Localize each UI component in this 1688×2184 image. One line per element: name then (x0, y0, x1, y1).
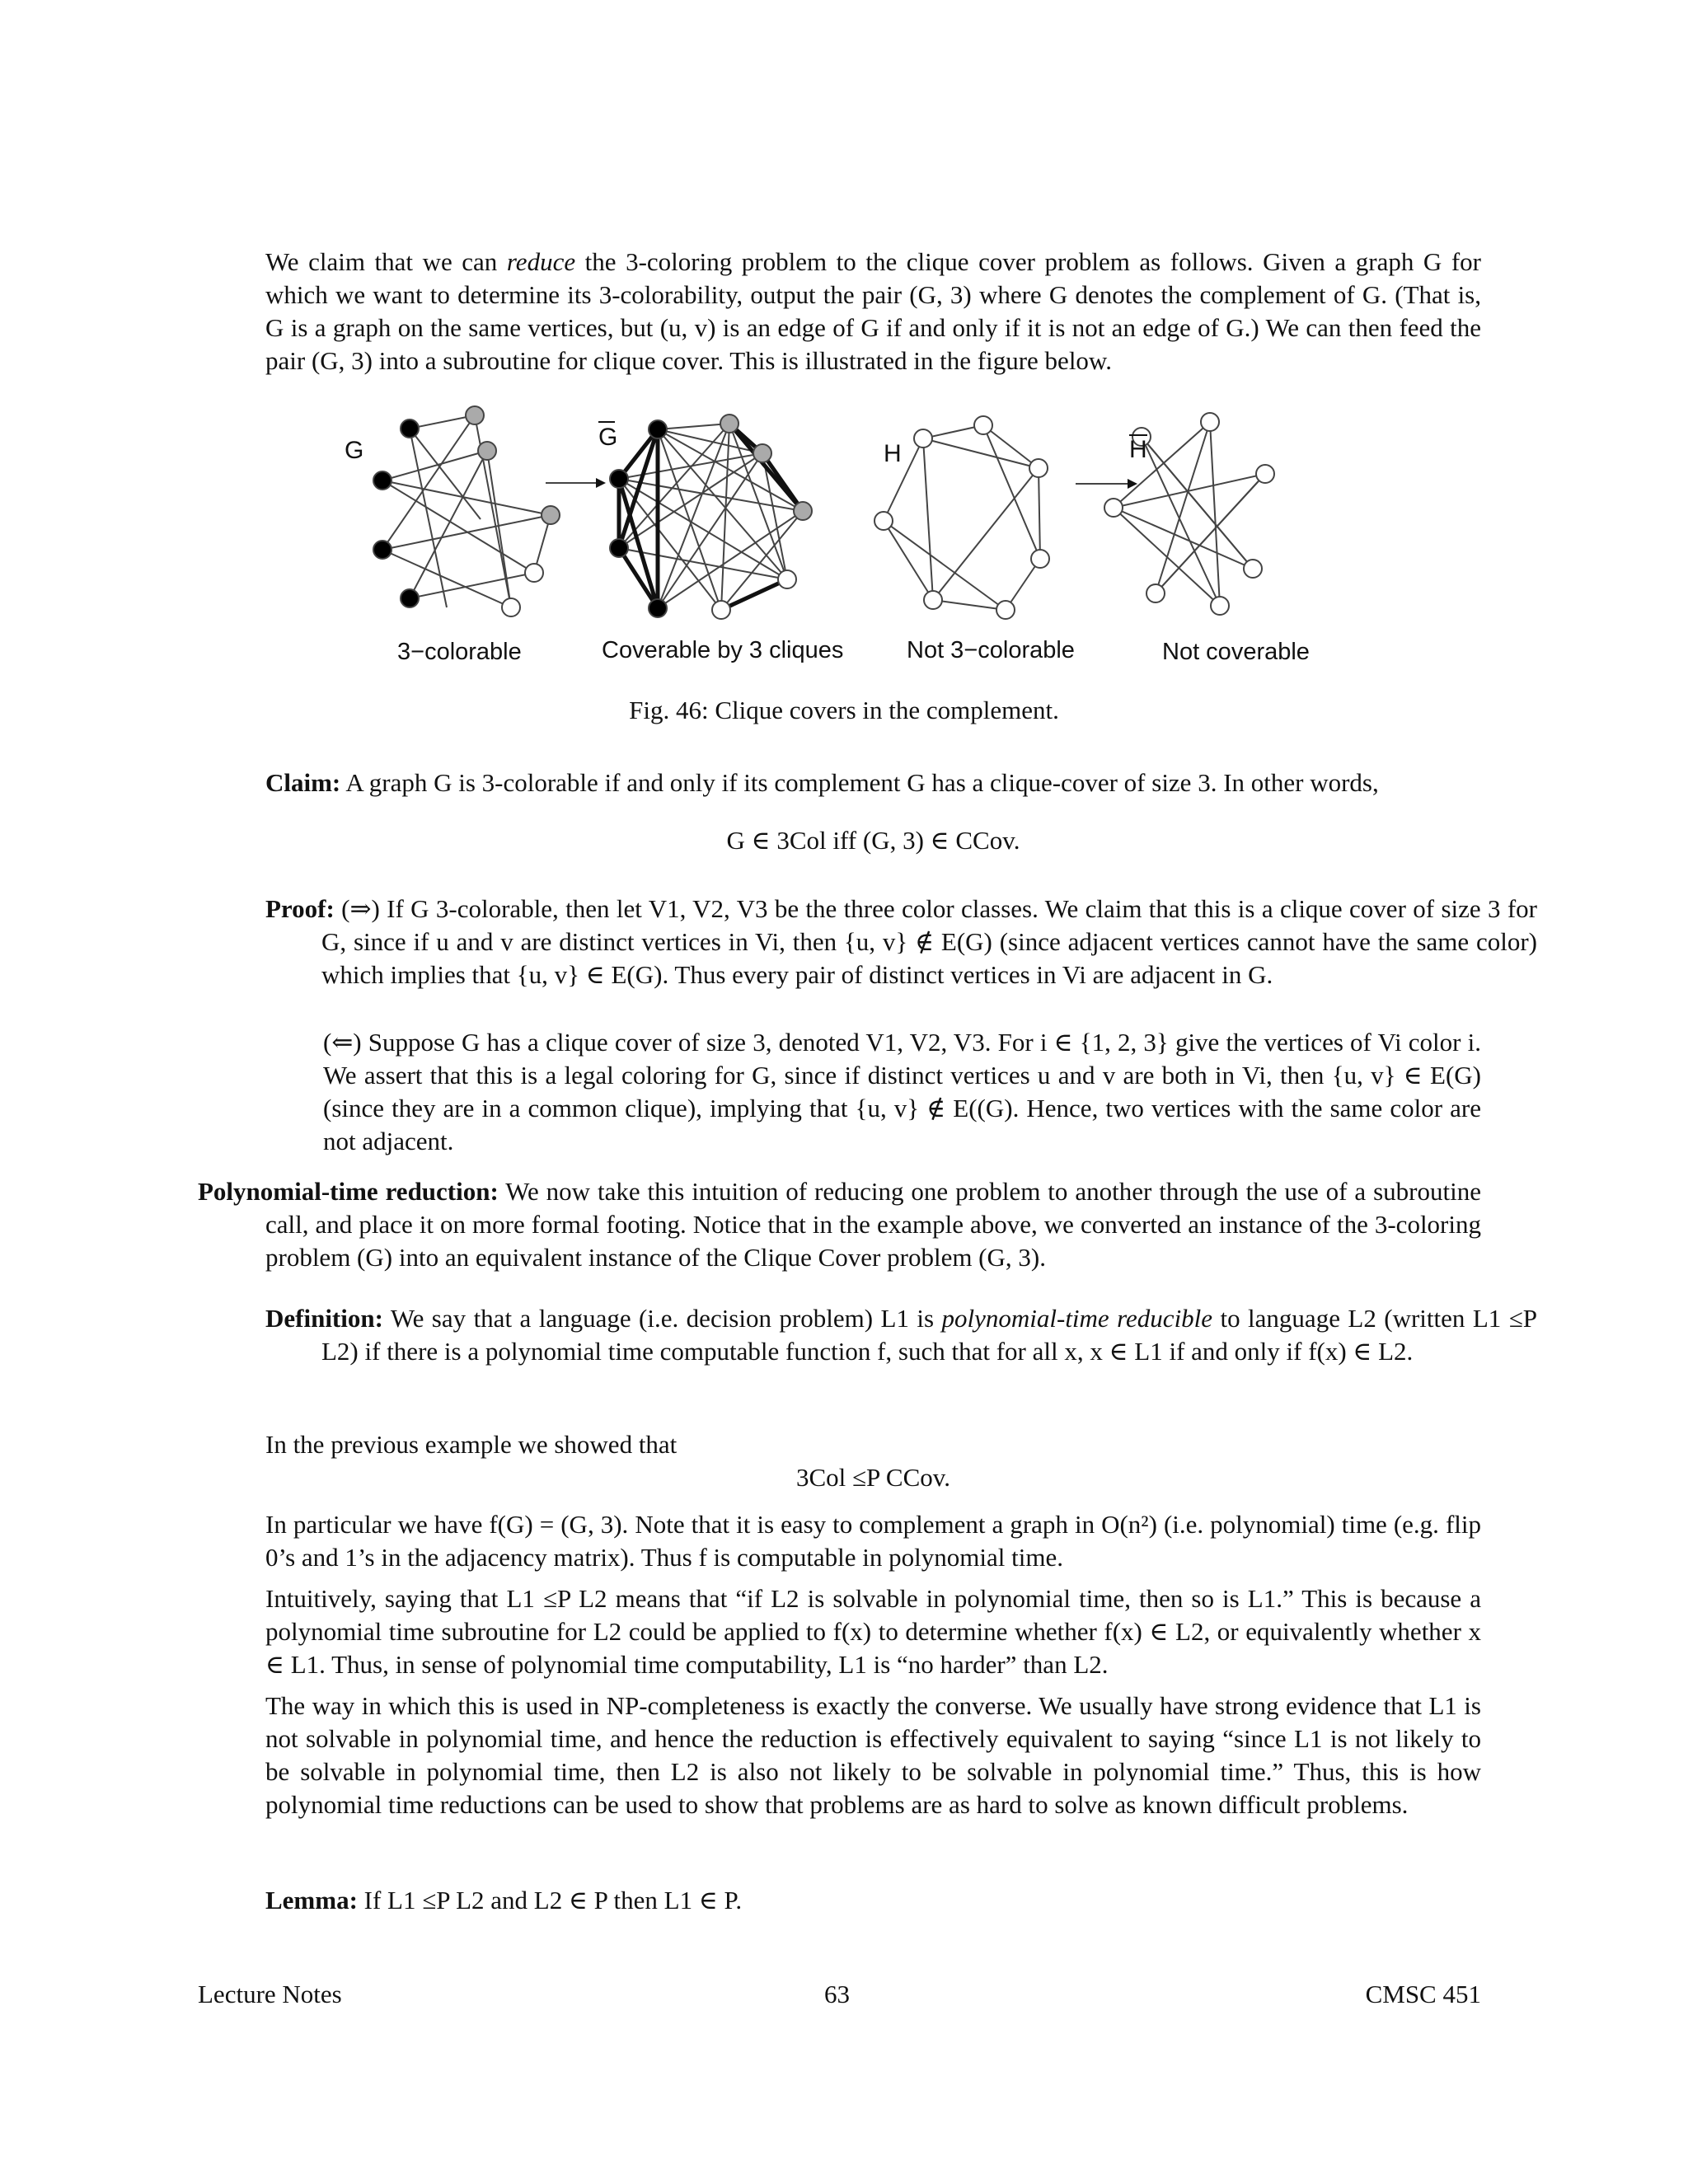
proof-para-1 (265, 893, 1537, 991)
figure-caption: Fig. 46: Clique covers in the complement. (629, 696, 1059, 724)
example-line: In the previous example we showed that (265, 1430, 678, 1459)
proof-para-2: (⇐) Suppose G has a clique cover of size 3, denoted V1, V2, V3. For i ∈ {1, 2, 3} give the vertices of Vi color i. We assert that this is a legal coloring for G, since if distinct vertices u and v are both in Vi, then {u, v} ∈ E(G) (since they are in a common clique), implying that {u, v} ∉ E((G). Hence, two vertices with the same color are not adjacent. (323, 1028, 1481, 1155)
definition-head: Definition: (265, 1304, 383, 1333)
reduction-para (198, 1175, 1481, 1274)
definition-em: polynomial-time reducible (941, 1304, 1213, 1333)
claim-head: Claim: (265, 768, 341, 797)
intro-text-b: the 3-coloring problem to the clique cover problem as follows. Given a graph G for which we want to determine its 3-colorability, output the pair (G, 3) where G denotes the complement of G. (That is, G is a graph on the same vertices, but (u, v) is an edge of G if and only if it is not an edge of G.) We can then feed the pair (G, 3) into a subroutine for clique cover. This is illustrated in the figure below. (265, 247, 1481, 375)
para-intuition: Intuitively, saying that L1 ≤P L2 means that “if L2 is solvable in polynomial time, then so is L1.” This is because a polynomial time subroutine for L2 could be applied to f(x) to determine whether f(x) ∈ L2, or equivalently whether x ∈ L1. Thus, in sense of polynomial time computability, L1 is “no harder” than L2. (265, 1584, 1481, 1679)
label-h-bar: H (1129, 436, 1147, 463)
intro-paragraph (265, 246, 1481, 377)
reduction-head: Polynomial-time reduction: (198, 1177, 499, 1206)
para-complement: In particular we have f(G) = (G, 3). Note that it is easy to complement a graph in O(n²) (i.e. polynomial) time (e.g. flip 0’s and 1’s in the adjacency matrix). Thus f is computable in polynomial time. (265, 1510, 1481, 1572)
claim (265, 766, 1481, 799)
footer-right: CMSC 451 (1365, 1980, 1481, 2008)
graph-g-edges (382, 415, 551, 607)
label-h: H (884, 440, 902, 467)
proof-head: Proof: (265, 894, 335, 923)
example-formula: 3Col ≤P CCov. (796, 1463, 950, 1492)
label-g: G (345, 437, 364, 464)
definition (265, 1302, 1537, 1368)
claim-formula: G ∈ 3Col iff (G, 3) ∈ CCov. (726, 826, 1020, 855)
lemma-head: Lemma: (265, 1886, 358, 1915)
label-g-bar: G (598, 424, 618, 451)
intro-reduce: reduce (506, 247, 576, 276)
lemma (265, 1884, 1481, 1917)
graph-g-bar-edges (619, 424, 803, 610)
caption-not-3-colorable: Not 3−colorable (907, 637, 1075, 663)
para-converse: The way in which this is used in NP-completeness is exactly the converse. We usually have strong evidence that L1 is not solvable in polynomial time, and hence the reduction is effectively equivalent to saying “since L1 is not likely to be solvable in polynomial time, then L2 is also not likely to be solvable in polynomial time.” Thus, this is how polynomial time reductions can be used to show that problems are as hard to solve as known difficult problems. (265, 1691, 1481, 1819)
footer-left: Lecture Notes (198, 1980, 342, 2008)
footer-page-number: 63 (824, 1980, 850, 2008)
proof-text-1: (⇒) If G 3-colorable, then let V1, V2, V3 be the three color classes. We claim that this is a clique cover of size 3 for G, since if u and v are distinct vertices in Vi, then {u, v} ∉ E(G) (since adjacent vertices cannot have the same color) which implies that {u, v} ∈ E(G). Thus every pair of distinct vertices in Vi are adjacent in G. (321, 894, 1538, 989)
lemma-text: If L1 ≤P L2 and L2 ∈ P then L1 ∈ P. (363, 1886, 743, 1915)
intro-text-a: We claim that we can (265, 247, 507, 276)
definition-text-a: We say that a language (i.e. decision problem) L1 is (390, 1304, 942, 1333)
caption-coverable: Coverable by 3 cliques (602, 637, 844, 663)
graph-h-edges (884, 425, 1040, 610)
figure-46 (330, 404, 1360, 676)
caption-3-colorable: 3−colorable (397, 639, 522, 665)
claim-text: A graph G is 3-colorable if and only if its complement G has a clique-cover of size 3. In other words, (345, 768, 1379, 797)
reduction-text: We now take this intuition of reducing one problem to another through the use of a subroutine call, and place it on more formal footing. Notice that in the example above, we converted an instance of the 3-coloring problem (G) into an equivalent instance of the Clique Cover problem (G, 3). (265, 1177, 1481, 1272)
caption-not-coverable: Not coverable (1162, 639, 1310, 665)
definition-text-b: to language L2 (written L1 ≤P L2) if there is a polynomial time computable function f, such that for all x, x ∈ L1 if and only if f(x) ∈ L2. (321, 1304, 1537, 1366)
